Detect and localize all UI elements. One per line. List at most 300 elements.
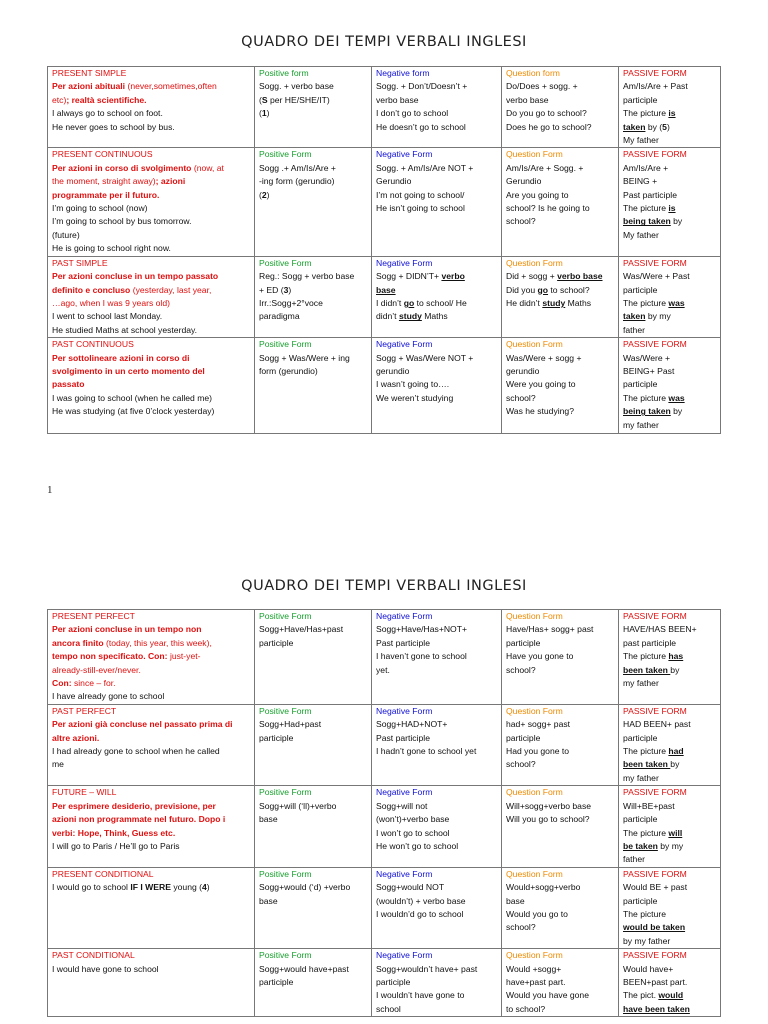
text-run: Sogg+wouldn’t have+ past <box>376 963 478 974</box>
text-run: to school? <box>506 1003 546 1014</box>
text-run: My father <box>623 135 659 146</box>
question-form-cell <box>502 67 619 148</box>
text-run: PRESENT CONDITIONAL <box>52 868 154 879</box>
question-form-cell <box>502 256 619 337</box>
cell-heading <box>52 148 251 161</box>
cell-line <box>259 963 368 976</box>
cell-line <box>259 352 368 365</box>
negative-form-cell <box>372 338 502 434</box>
cell-line <box>623 921 717 934</box>
cell-heading <box>259 705 368 718</box>
cell-heading <box>506 610 615 623</box>
tense-cell <box>48 786 255 867</box>
text-run: participle <box>623 379 658 390</box>
cell-line <box>52 650 251 663</box>
cell-heading <box>259 148 368 161</box>
text-run: school? Is he going to <box>506 203 590 214</box>
text-run: has <box>668 651 684 662</box>
text-run: Question Form <box>506 611 563 621</box>
text-run: Per azioni in corso di svolgimento <box>52 162 194 173</box>
cell-line <box>376 963 498 976</box>
cell-line <box>506 732 615 745</box>
text-run: Positive Form <box>259 149 312 160</box>
text-run: base <box>506 895 525 906</box>
text-run: study <box>398 311 422 322</box>
question-form-cell <box>502 610 619 705</box>
text-run: Does he go to school? <box>506 121 592 132</box>
text-run: He studied Maths at school yesterday. <box>52 324 198 335</box>
cell-line <box>376 800 498 813</box>
text-run: The picture <box>623 827 669 838</box>
passive-form-cell <box>619 256 721 337</box>
text-run: already-still-ever/never. <box>52 664 141 675</box>
text-run: Question Form <box>506 787 563 798</box>
text-run: participle <box>623 94 658 105</box>
text-run: 2 <box>261 189 267 200</box>
cell-line <box>623 895 717 908</box>
text-run: have been taken <box>623 1003 690 1014</box>
text-run: Sogg. + verbo base <box>259 81 334 92</box>
text-run: my father <box>623 419 659 430</box>
passive-form-cell <box>619 949 721 1017</box>
text-run: definito e concluso <box>52 284 133 295</box>
cell-line <box>376 718 498 731</box>
cell-line <box>506 352 615 365</box>
tense-cell <box>48 256 255 337</box>
text-run: by my <box>657 840 684 851</box>
text-run: young ( <box>170 882 203 893</box>
text-run: school <box>376 1003 401 1014</box>
text-run: Would+sogg+verbo <box>506 882 581 893</box>
negative-form-cell <box>372 67 502 148</box>
cell-line <box>376 732 498 745</box>
text-run: Sogg+will not <box>376 800 428 811</box>
cell-line <box>506 881 615 894</box>
cell-line <box>259 800 368 813</box>
cell-heading <box>506 786 615 799</box>
text-run: The picture <box>623 297 669 308</box>
text-run: BEING+ Past <box>623 365 675 376</box>
cell-line <box>52 623 251 636</box>
text-run: Past participle <box>623 189 677 200</box>
cell-line <box>376 989 498 1002</box>
cell-line <box>506 162 615 175</box>
tense-cell <box>48 949 255 1017</box>
cell-line <box>259 637 368 650</box>
text-run: go <box>537 284 549 295</box>
cell-line <box>259 162 368 175</box>
text-run: to school/ He <box>414 297 467 308</box>
text-run: I wasn’t going to…. <box>376 379 450 390</box>
cell-heading <box>52 610 251 623</box>
text-run: Sogg + Was/Were + ing <box>259 352 350 363</box>
cell-line <box>52 215 251 228</box>
text-run: gerundio <box>376 365 410 376</box>
cell-line <box>623 758 717 771</box>
cell-line <box>623 800 717 813</box>
cell-line <box>376 895 498 908</box>
cell-line <box>259 107 368 120</box>
text-run: I had already gone to school when he called <box>52 746 220 757</box>
text-run: He never goes to school by bus. <box>52 121 175 132</box>
cell-line <box>623 989 717 1002</box>
text-run: Gerundio <box>376 176 412 187</box>
cell-heading <box>506 148 615 161</box>
text-run: (future) <box>52 229 80 240</box>
cell-line <box>52 378 251 391</box>
text-run: base <box>259 895 278 906</box>
cell-line <box>623 718 717 731</box>
text-run: Would you have gone <box>506 990 589 1001</box>
cell-line <box>52 637 251 650</box>
cell-heading <box>623 949 717 962</box>
cell-heading <box>52 705 251 718</box>
cell-line <box>376 827 498 840</box>
cell-heading <box>259 67 368 80</box>
cell-line <box>376 365 498 378</box>
cell-line <box>506 297 615 310</box>
cell-line <box>623 365 717 378</box>
cell-line <box>506 637 615 650</box>
text-run: form (gerundio) <box>259 365 318 376</box>
text-run: Question Form <box>506 149 563 160</box>
question-form-cell <box>502 786 619 867</box>
question-form-cell <box>502 704 619 785</box>
cell-heading <box>259 338 368 351</box>
tense-cell <box>48 704 255 785</box>
cell-line <box>506 378 615 391</box>
cell-line <box>623 80 717 93</box>
negative-form-cell <box>372 867 502 948</box>
cell-line <box>52 813 251 826</box>
cell-line <box>623 284 717 297</box>
cell-line <box>52 310 251 323</box>
text-run: Would have+ <box>623 963 674 974</box>
text-run: go <box>403 297 415 308</box>
text-run: I went to school last Monday. <box>52 311 163 322</box>
text-run: FUTURE – WILL <box>52 787 117 798</box>
text-run: been taken <box>623 759 671 770</box>
text-run: PASSIVE FORM <box>623 257 687 268</box>
text-run: Maths <box>421 311 448 322</box>
cell-line <box>259 623 368 636</box>
cell-line <box>52 324 251 337</box>
text-run: Will+BE+past <box>623 800 675 811</box>
text-run: Sogg+will (‘ll)+verbo <box>259 800 337 811</box>
cell-line <box>376 908 498 921</box>
text-run: 5 <box>662 121 667 132</box>
text-run: Negative Form <box>376 868 433 879</box>
cell-line <box>52 94 251 107</box>
text-run: + ED ( <box>259 284 284 295</box>
cell-line <box>623 623 717 636</box>
cell-line <box>259 881 368 894</box>
cell-line <box>52 827 251 840</box>
text-run: school? <box>506 392 536 403</box>
text-run: I wouldn’t have gone to <box>376 990 465 1001</box>
positive-form-cell <box>255 148 372 256</box>
cell-line <box>623 324 717 337</box>
text-run: Positive form <box>259 68 309 78</box>
text-run: Sogg + DIDN’T+ <box>376 271 442 282</box>
cell-line <box>52 800 251 813</box>
cell-line <box>506 623 615 636</box>
text-run: Will+sogg+verbo base <box>506 800 592 811</box>
cell-line <box>259 270 368 283</box>
cell-heading <box>376 148 498 161</box>
cell-line <box>52 189 251 202</box>
tense-cell <box>48 148 255 256</box>
question-form-cell <box>502 867 619 948</box>
text-run: PASSIVE FORM <box>623 68 687 78</box>
table-row <box>48 949 721 1017</box>
cell-line <box>52 745 251 758</box>
text-run: Did you <box>506 284 538 295</box>
text-run: The picture <box>623 746 669 757</box>
text-run: ancora finito <box>52 637 106 648</box>
text-run: PASSIVE FORM <box>623 868 687 879</box>
text-run: taken <box>623 121 646 132</box>
cell-line <box>623 419 717 432</box>
cell-line <box>376 840 498 853</box>
text-run: My father <box>623 229 659 240</box>
text-run: by <box>670 759 680 770</box>
cell-heading <box>259 257 368 270</box>
text-run: passato <box>52 379 85 390</box>
cell-line <box>376 664 498 677</box>
cell-line <box>376 270 498 283</box>
text-run: Sogg+would (‘d) +verbo <box>259 882 351 893</box>
text-run: been taken <box>623 664 671 675</box>
cell-line <box>376 1003 498 1016</box>
positive-form-cell <box>255 704 372 785</box>
cell-heading <box>259 868 368 881</box>
question-form-cell <box>502 338 619 434</box>
text-run: 3 <box>283 284 289 295</box>
text-run: Was/Were + <box>623 352 671 363</box>
text-run: Positive Form <box>259 705 312 716</box>
text-run: Would BE + past <box>623 882 688 893</box>
text-run: ; azioni <box>155 176 186 187</box>
cell-heading <box>52 868 251 881</box>
text-run: Per sottolineare azioni in corso di <box>52 352 190 363</box>
cell-line <box>259 976 368 989</box>
text-run: (never,sometimes,often <box>127 81 217 92</box>
text-run: by my father <box>623 935 671 946</box>
text-run: Sogg+Have/Has+NOT+ <box>376 624 467 635</box>
text-run: Gerundio <box>506 176 542 187</box>
text-run: ( <box>259 108 262 119</box>
text-run: participle <box>623 732 658 743</box>
text-run: He doesn’t go to school <box>376 121 466 132</box>
cell-heading <box>506 67 615 80</box>
cell-line <box>376 284 498 297</box>
text-run: participle <box>623 814 658 825</box>
cell-line <box>623 827 717 840</box>
cell-line <box>506 745 615 758</box>
text-run: verbo <box>441 271 465 282</box>
cell-line <box>259 94 368 107</box>
cell-line <box>506 365 615 378</box>
cell-heading <box>623 786 717 799</box>
text-run: Am/Is/Are + Sogg. + <box>506 162 584 173</box>
text-run: Sogg. + Am/Is/Are NOT + <box>376 162 474 173</box>
table-row <box>48 67 721 148</box>
cell-line <box>259 813 368 826</box>
positive-form-cell <box>255 867 372 948</box>
text-run: per HE/SHE/IT) <box>267 94 330 105</box>
text-run: The picture <box>623 908 666 919</box>
text-run: Am/Is/Are + <box>623 162 669 173</box>
text-run: verbo base <box>557 271 603 282</box>
cell-line <box>259 732 368 745</box>
text-run: …ago, when I was 9 years old) <box>52 297 170 308</box>
cell-line <box>506 800 615 813</box>
text-run: participle <box>506 637 541 648</box>
cell-heading <box>376 705 498 718</box>
cell-heading <box>623 705 717 718</box>
text-run: Past participle <box>376 732 430 743</box>
text-run: PASSIVE FORM <box>623 611 687 621</box>
table-row <box>48 867 721 948</box>
text-run: Reg.: Sogg + verbo base <box>259 271 355 282</box>
text-run: Sogg+Have/Has+past <box>259 624 344 635</box>
text-run: I didn’t <box>376 297 404 308</box>
cell-line <box>623 637 717 650</box>
cell-line <box>506 758 615 771</box>
text-run: Question Form <box>506 868 563 879</box>
cell-line <box>623 732 717 745</box>
text-run: Will you go to school? <box>506 814 590 825</box>
cell-line <box>506 963 615 976</box>
cell-line <box>506 107 615 120</box>
cell-line <box>376 881 498 894</box>
cell-line <box>623 352 717 365</box>
text-run: PASSIVE FORM <box>623 950 687 961</box>
text-run: (now, at <box>193 162 224 173</box>
text-run: school? <box>506 216 536 227</box>
cell-line <box>376 310 498 323</box>
passive-form-cell <box>619 786 721 867</box>
text-run: The picture <box>623 392 669 403</box>
text-run: etc) <box>52 94 67 105</box>
cell-line <box>376 378 498 391</box>
text-run: ) <box>206 882 210 893</box>
text-run: my father <box>623 772 659 783</box>
text-run: gerundio <box>506 365 540 376</box>
cell-line <box>259 284 368 297</box>
cell-line <box>506 1003 615 1016</box>
cell-line <box>623 310 717 323</box>
text-run: Did + sogg + <box>506 271 558 282</box>
text-run: me <box>52 759 64 770</box>
negative-form-cell <box>372 704 502 785</box>
cell-line <box>52 732 251 745</box>
text-run: I always go to school on foot. <box>52 108 163 119</box>
text-run: HAVE/HAS BEEN+ <box>623 624 697 635</box>
text-run: PRESENT CONTINUOUS <box>52 149 153 160</box>
cell-line <box>52 80 251 93</box>
text-run: IF I WERE <box>130 882 171 893</box>
text-run: Sogg. + Don’t/Doesn’t + <box>376 81 468 92</box>
cell-line <box>506 215 615 228</box>
cell-line <box>623 813 717 826</box>
page-title: QUADRO DEI TEMPI VERBALI INGLESI <box>241 578 527 594</box>
cell-line <box>623 202 717 215</box>
page-number: 1 <box>47 484 53 496</box>
cell-line <box>623 175 717 188</box>
text-run: The picture <box>623 651 669 662</box>
text-run: HAD BEEN+ past <box>623 719 691 730</box>
text-run: I wouldn’d go to school <box>376 908 464 919</box>
cell-line <box>623 963 717 976</box>
positive-form-cell <box>255 786 372 867</box>
cell-line <box>506 650 615 663</box>
cell-line <box>52 365 251 378</box>
text-run: Irr.:Sogg+2°voce <box>259 297 323 308</box>
text-run: I hadn’t gone to school yet <box>376 746 477 757</box>
cell-line <box>623 229 717 242</box>
tense-cell <box>48 867 255 948</box>
cell-line <box>52 175 251 188</box>
cell-line <box>623 881 717 894</box>
cell-line <box>376 813 498 826</box>
cell-line <box>376 121 498 134</box>
cell-line <box>376 976 498 989</box>
text-run: Would +sogg+ <box>506 963 562 974</box>
cell-line <box>259 365 368 378</box>
text-run: I have already gone to school <box>52 691 165 702</box>
cell-line <box>52 881 251 894</box>
text-run: azioni non programmate nel futuro. Dopo i <box>52 814 226 825</box>
text-run: is <box>668 203 676 214</box>
cell-heading <box>259 949 368 962</box>
text-run: Do/Does + sogg. + <box>506 81 578 92</box>
cell-line <box>259 310 368 323</box>
tense-cell <box>48 610 255 705</box>
text-run: Positive Form <box>259 868 312 879</box>
text-run: 4 <box>202 882 207 893</box>
text-run: Have you gone to <box>506 651 574 662</box>
text-run: Question Form <box>506 950 563 961</box>
text-run: Are you going to <box>506 189 569 200</box>
cell-line <box>376 80 498 93</box>
text-run: The pict. <box>623 990 659 1001</box>
table-row <box>48 256 721 337</box>
text-run: paradigma <box>259 311 300 322</box>
cell-line <box>623 270 717 283</box>
text-run: Sogg+HAD+NOT+ <box>376 719 448 730</box>
text-run: verbo base <box>376 94 419 105</box>
cell-line <box>623 162 717 175</box>
text-run: participle <box>623 895 658 906</box>
text-run: svolgimento in un certo momento del <box>52 365 205 376</box>
cell-line <box>623 94 717 107</box>
text-run: by <box>670 406 683 417</box>
cell-line <box>376 623 498 636</box>
text-run: participle <box>376 976 411 987</box>
text-run: Con: <box>52 678 74 689</box>
text-run: Positive Form <box>259 257 312 268</box>
cell-line <box>506 908 615 921</box>
cell-line <box>623 853 717 866</box>
passive-form-cell <box>619 610 721 705</box>
table-row <box>48 338 721 434</box>
text-run: participle <box>506 732 541 743</box>
text-run: father <box>623 324 645 335</box>
text-run: He is going to school right now. <box>52 243 171 254</box>
passive-form-cell <box>619 338 721 434</box>
